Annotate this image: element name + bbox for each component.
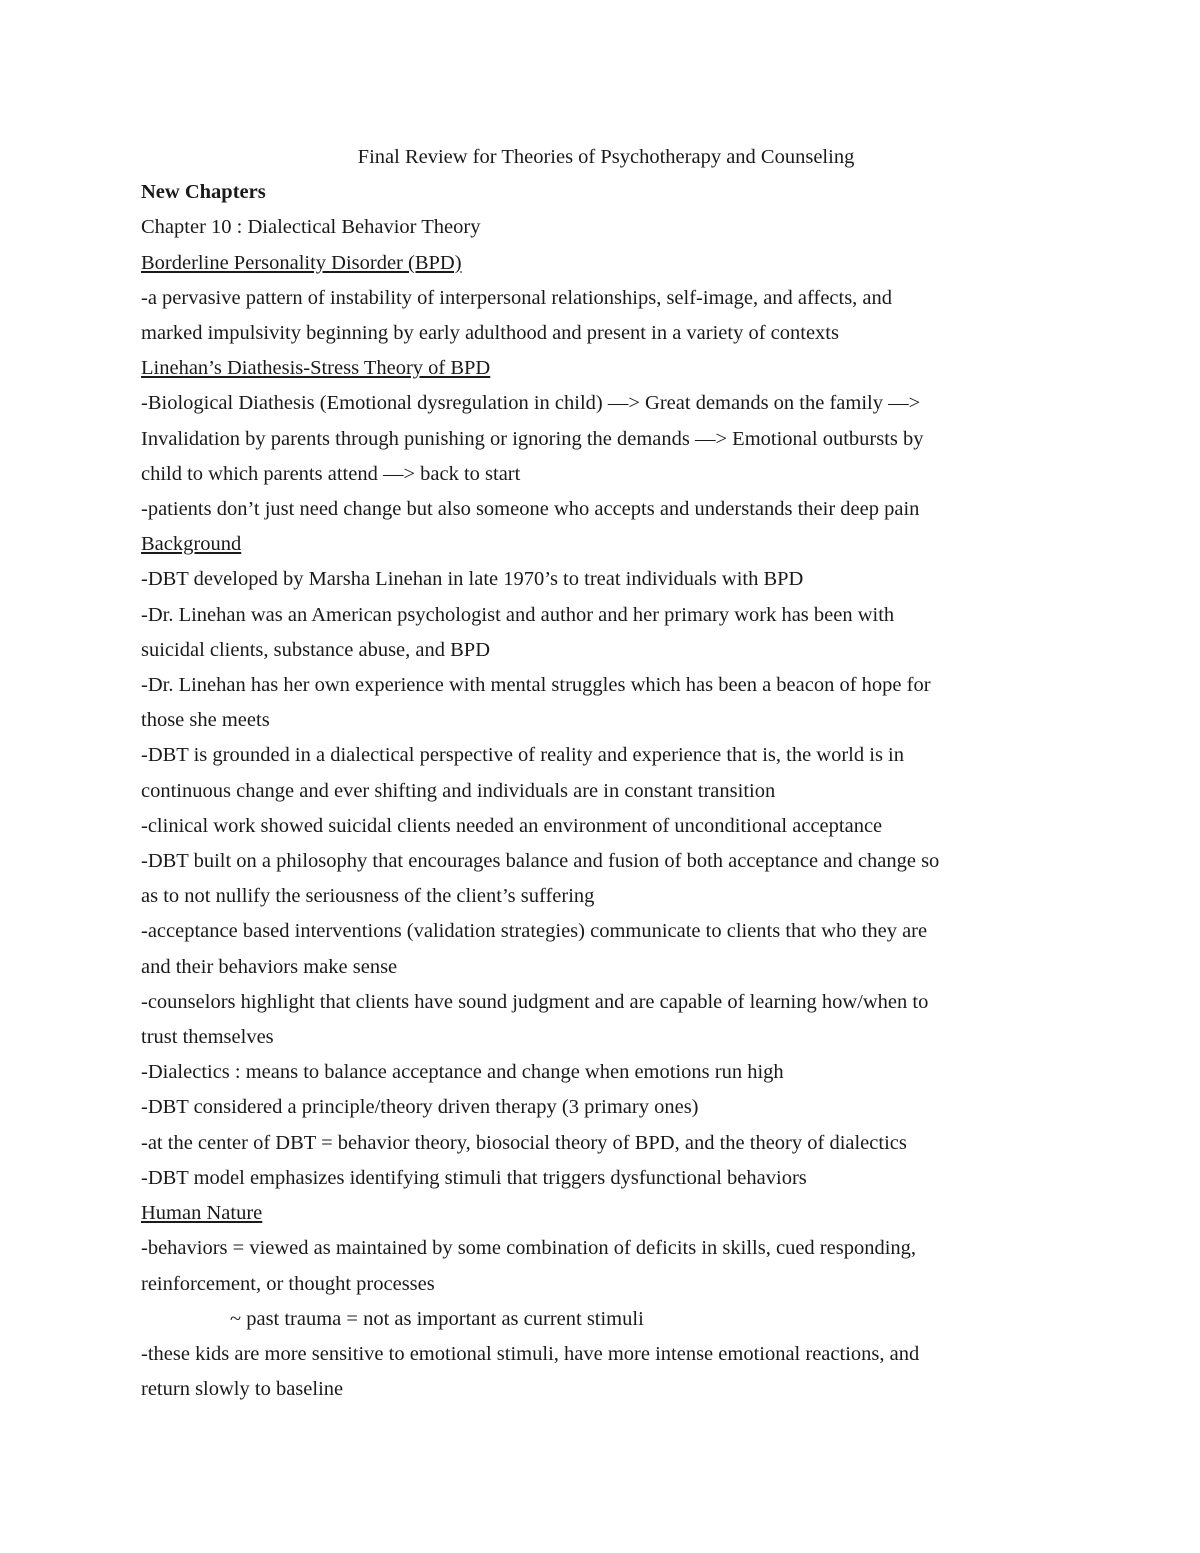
background-line: -DBT model emphasizes identifying stimuli that triggers dysfunctional behaviors (141, 1166, 807, 1189)
human-nature-indented-note: ~ past trauma = not as important as current stimuli (230, 1307, 644, 1330)
background-line: -DBT developed by Marsha Linehan in late 1970’s to treat individuals with BPD (141, 568, 804, 591)
human-nature-line: -behaviors = viewed as maintained by some combination of deficits in skills, cued responding, (141, 1237, 917, 1260)
bpd-heading: Borderline Personality Disorder (BPD) (141, 251, 462, 274)
background-line: -at the center of DBT = behavior theory, biosocial theory of BPD, and the theory of dialectics (141, 1131, 907, 1154)
background-line: -Dialectics : means to balance acceptance and change when emotions run high (141, 1061, 784, 1084)
background-line: and their behaviors make sense (141, 955, 398, 978)
background-line: -counselors highlight that clients have sound judgment and are capable of learning how/when to (141, 990, 929, 1013)
human-nature-heading: Human Nature (141, 1202, 263, 1225)
linehan-theory-line: child to which parents attend —> back to start (141, 462, 521, 485)
background-line: continuous change and ever shifting and individuals are in constant transition (141, 779, 776, 802)
background-line: -DBT built on a philosophy that encourages balance and fusion of both acceptance and change so (141, 850, 940, 873)
document-page (141, 140, 1071, 1407)
human-nature-line: -these kids are more sensitive to emotional stimuli, have more intense emotional reactions, and (141, 1342, 920, 1365)
background-line: trust themselves (141, 1026, 274, 1049)
background-line: -clinical work showed suicidal clients needed an environment of unconditional acceptance (141, 814, 883, 837)
human-nature-line: reinforcement, or thought processes (141, 1272, 435, 1295)
background-line: -Dr. Linehan was an American psychologist and author and her primary work has been with (141, 603, 895, 626)
linehan-theory-line: Invalidation by parents through punishing or ignoring the demands —> Emotional outbursts by (141, 427, 924, 450)
bpd-line: marked impulsivity beginning by early adulthood and present in a variety of contexts (141, 322, 839, 345)
section-heading: New Chapters (141, 181, 266, 204)
bpd-line: -a pervasive pattern of instability of interpersonal relationships, self-image, and affects, and (141, 286, 893, 309)
background-heading: Background (141, 533, 242, 556)
background-line: -Dr. Linehan has her own experience with mental struggles which has been a beacon of hope for (141, 674, 931, 697)
background-line: suicidal clients, substance abuse, and BPD (141, 638, 491, 661)
linehan-theory-line: -Biological Diathesis (Emotional dysregulation in child) —> Great demands on the family —> (141, 392, 921, 415)
background-line: as to not nullify the seriousness of the client’s suffering (141, 885, 595, 908)
document-title: Final Review for Theories of Psychotherapy and Counseling (357, 146, 855, 168)
background-line: -DBT is grounded in a dialectical perspective of reality and experience that is, the world is in (141, 744, 904, 767)
human-nature-line: return slowly to baseline (141, 1378, 344, 1401)
background-line: -acceptance based interventions (validation strategies) communicate to clients that who they are (141, 920, 928, 943)
chapter-title: Chapter 10 : Dialectical Behavior Theory (141, 216, 481, 239)
linehan-theory-line: -patients don’t just need change but also someone who accepts and understands their deep pain (141, 498, 920, 521)
background-line: those she meets (141, 709, 270, 732)
background-line: -DBT considered a principle/theory driven therapy (3 primary ones) (141, 1096, 699, 1119)
linehan-theory-heading: Linehan’s Diathesis-Stress Theory of BPD (141, 357, 491, 380)
